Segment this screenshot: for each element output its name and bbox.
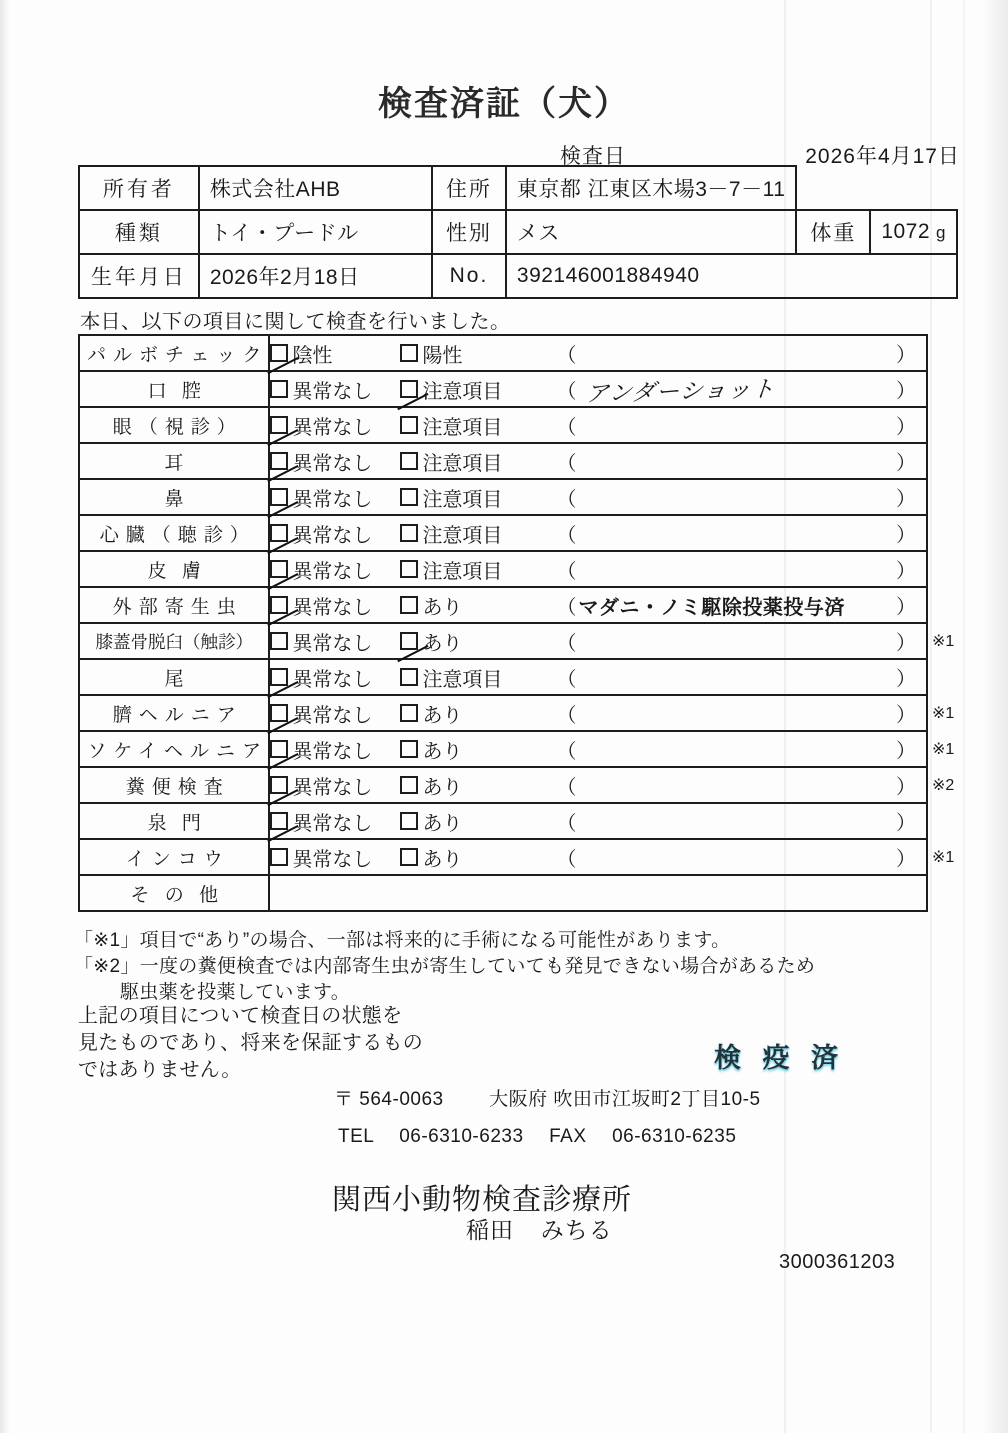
footnote-1: 「※1」項目で“あり”の場合、一部は将来的に手術になる可能性があります。: [74, 930, 731, 951]
checkbox-icon[interactable]: [400, 488, 418, 506]
checkbox-option-2-label: 陽性: [422, 344, 463, 367]
checkbox-icon[interactable]: [270, 596, 288, 614]
item-options: [269, 443, 927, 479]
checkbox-icon[interactable]: [400, 740, 418, 758]
tel-value: 06-6310-6233: [399, 1126, 524, 1147]
checkbox-option-2[interactable]: [400, 447, 550, 476]
veterinarian-name: [466, 1212, 613, 1245]
checkbox-option-2-label: 注意項目: [422, 488, 503, 511]
checkbox-option-2[interactable]: [400, 807, 550, 836]
checkbox-option-1[interactable]: [270, 699, 400, 728]
checkbox-icon[interactable]: [270, 632, 288, 650]
checkbox-option-1-label: 異常なし: [292, 380, 373, 403]
sex-value: メス: [506, 210, 797, 254]
checkbox-option-2-label: 注意項目: [422, 452, 503, 475]
footnote-mark: ※2: [932, 777, 955, 794]
checkbox-option-2[interactable]: [400, 771, 550, 800]
checkbox-icon[interactable]: [270, 740, 288, 758]
checkbox-icon[interactable]: [400, 848, 418, 866]
table-row: [79, 371, 927, 407]
checkbox-icon[interactable]: [400, 416, 418, 434]
serial-number: 3000361203: [779, 1251, 896, 1273]
item-label: 臍ヘルニア: [79, 695, 269, 731]
note-paren-open: （: [556, 776, 577, 799]
checkbox-option-2[interactable]: [400, 843, 550, 872]
tel-label: TEL: [338, 1126, 374, 1147]
footnote-2: 「※2」一度の糞便検査では内部寄生虫が寄生していても発見できない場合があるため: [74, 956, 816, 977]
number-value: 392146001884940: [506, 254, 957, 298]
table-row: [79, 803, 927, 839]
checkbox-icon[interactable]: [270, 524, 288, 542]
checkbox-option-2[interactable]: [400, 663, 550, 692]
note-paren-close: ）: [896, 596, 916, 619]
checkbox-icon[interactable]: [270, 344, 288, 362]
note-paren-open: （: [556, 488, 577, 511]
note-paren-open: （: [556, 848, 577, 871]
item-label: 眼（視診）: [79, 407, 269, 443]
checkbox-option-1[interactable]: [270, 519, 400, 548]
checkbox-option-1[interactable]: [270, 375, 400, 404]
checkbox-option-1-label: 異常なし: [292, 488, 373, 511]
checkbox-icon[interactable]: [400, 524, 418, 542]
page-title: 検査済証（犬）: [378, 85, 630, 123]
item-label: ソケイヘルニア: [79, 731, 269, 767]
note-paren-close: ）: [896, 668, 916, 691]
vet-surname: 稲田: [466, 1217, 514, 1243]
clinic-contact: [338, 1126, 736, 1148]
checkbox-option-1-label: 異常なし: [292, 740, 373, 763]
footnote-mark: ※1: [932, 741, 955, 758]
checkbox-icon[interactable]: [400, 776, 418, 794]
checkbox-option-1[interactable]: [270, 447, 400, 476]
footnote-2-cont: 駆虫薬を投薬しています。: [120, 982, 351, 1003]
checkbox-option-1[interactable]: [270, 627, 400, 656]
checkbox-option-2-label: 注意項目: [422, 524, 503, 547]
item-options: [269, 767, 927, 803]
note-paren-open: （: [556, 452, 577, 475]
note-paren-open: （: [556, 344, 577, 367]
item-label: そ の 他: [79, 875, 269, 911]
weight-value: 1072: [881, 220, 931, 243]
checkbox-option-1[interactable]: [270, 555, 400, 584]
table-row: [79, 210, 957, 254]
checkbox-option-2-label: 注意項目: [422, 560, 503, 583]
scan-edge-right: [982, 0, 1008, 1433]
checkbox-option-1[interactable]: [270, 483, 400, 512]
item-options: [269, 371, 927, 407]
table-row: [79, 623, 927, 659]
clinic-address: [334, 1084, 761, 1111]
note-paren-close: ）: [896, 740, 916, 763]
note-paren-close: ）: [896, 812, 916, 835]
note-paren-close: ）: [896, 524, 916, 547]
checkbox-option-2-label: あり: [422, 632, 463, 655]
checkbox-icon[interactable]: [400, 452, 418, 470]
checkbox-icon[interactable]: [270, 776, 288, 794]
checkbox-option-2-label: 注意項目: [422, 380, 503, 403]
checkbox-icon[interactable]: [400, 668, 418, 686]
checkbox-icon[interactable]: [270, 452, 288, 470]
table-row: [79, 551, 927, 587]
checkbox-option-1[interactable]: [270, 843, 400, 872]
checkbox-option-1[interactable]: [270, 591, 400, 620]
footnote-mark: ※1: [932, 849, 955, 866]
note-paren-close: ）: [896, 380, 916, 403]
item-label: 耳: [79, 443, 269, 479]
disclaimer: [78, 1003, 423, 1084]
address-value: 東京都 江東区木場3－7－11: [506, 166, 797, 210]
table-row: [79, 515, 927, 551]
checkbox-option-1-label: 異常なし: [292, 596, 373, 619]
address-label: 住所: [432, 166, 506, 210]
table-row: [79, 695, 927, 731]
checkbox-option-2[interactable]: [400, 483, 550, 512]
item-options: [269, 731, 927, 767]
item-options: [269, 839, 927, 875]
checkbox-icon[interactable]: [400, 704, 418, 722]
item-options: [269, 659, 927, 695]
checkbox-option-1-label: 異常なし: [292, 776, 373, 799]
table-row: [79, 767, 927, 803]
note-paren-open: （: [556, 596, 577, 619]
checkbox-option-1-label: 陰性: [292, 344, 333, 367]
table-row: [79, 839, 927, 875]
note-paren-close: ）: [896, 632, 916, 655]
table-row: [79, 335, 927, 371]
inspection-date-label: 検査日: [560, 145, 626, 168]
item-label: 鼻: [79, 479, 269, 515]
item-label: 外部寄生虫: [79, 587, 269, 623]
item-options: [269, 407, 927, 443]
item-label: 糞便検査: [79, 767, 269, 803]
checkbox-option-2[interactable]: [400, 411, 550, 440]
note-paren-open: （: [556, 380, 577, 403]
owner-label: 所有者: [79, 166, 199, 210]
checkbox-option-2[interactable]: [400, 591, 550, 620]
note-paren-close: ）: [896, 488, 916, 511]
item-options: [269, 695, 927, 731]
checkbox-option-2-label: あり: [422, 596, 463, 619]
item-label: 皮 膚: [79, 551, 269, 587]
checkbox-option-1[interactable]: [270, 771, 400, 800]
table-row: [79, 731, 927, 767]
quarantine-stamp: 検 疫 済: [714, 1043, 846, 1073]
checkbox-option-1-label: 異常なし: [292, 812, 373, 835]
checkbox-option-1-label: 異常なし: [292, 416, 373, 439]
note-paren-open: （: [556, 812, 577, 835]
checkbox-option-1[interactable]: [270, 411, 400, 440]
checkbox-option-1-label: 異常なし: [292, 452, 373, 475]
checkbox-icon[interactable]: [400, 344, 418, 362]
table-row: [79, 407, 927, 443]
checkbox-icon[interactable]: [400, 596, 418, 614]
birthdate-value: 2026年2月18日: [199, 254, 432, 298]
inspection-items-table: [78, 334, 928, 912]
scan-streak: [963, 0, 965, 1433]
checkbox-option-2[interactable]: [400, 519, 550, 548]
number-label: No.: [432, 254, 506, 298]
note-paren-close: ）: [896, 416, 916, 439]
vet-given-name: みちる: [540, 1217, 613, 1243]
checkbox-icon[interactable]: [270, 488, 288, 506]
note-paren-open: （: [556, 416, 577, 439]
table-row: [79, 875, 927, 911]
checkbox-option-2[interactable]: [400, 375, 550, 404]
checkbox-icon[interactable]: [270, 848, 288, 866]
item-label: 膝蓋骨脱臼（触診）: [79, 623, 269, 659]
checkbox-option-2-label: あり: [422, 740, 463, 763]
table-row: [79, 254, 957, 298]
animal-info-table: [78, 165, 958, 299]
disclaimer-line-3: ではありません。: [78, 1059, 242, 1081]
checkbox-icon[interactable]: [400, 812, 418, 830]
item-label: 尾: [79, 659, 269, 695]
item-options: [269, 551, 927, 587]
checkbox-icon[interactable]: [270, 668, 288, 686]
breed-label: 種類: [79, 210, 199, 254]
footnotes: [74, 928, 815, 1006]
note-paren-close: ）: [896, 344, 916, 367]
table-row: [79, 587, 927, 623]
item-options: [269, 335, 927, 371]
item-label: 泉 門: [79, 803, 269, 839]
note-paren-open: （: [556, 560, 577, 583]
checkbox-icon[interactable]: [270, 560, 288, 578]
checkbox-icon[interactable]: [400, 632, 418, 650]
note-paren-close: ）: [896, 776, 916, 799]
checkbox-option-2-label: 注意項目: [422, 668, 503, 691]
item-label: 口 腔: [79, 371, 269, 407]
item-options: [269, 803, 927, 839]
note-paren-open: （: [556, 524, 577, 547]
weight-cell: [870, 210, 957, 254]
checkbox-icon[interactable]: [270, 416, 288, 434]
note-paren-close: ）: [896, 704, 916, 727]
handwritten-note: アンダーショット: [584, 376, 777, 407]
checkbox-icon[interactable]: [400, 560, 418, 578]
item-label: 心臓（聴診）: [79, 515, 269, 551]
postal-mark-icon: 〒: [334, 1089, 354, 1110]
checkbox-icon[interactable]: [270, 380, 288, 398]
checkbox-option-2-label: あり: [422, 704, 463, 727]
fax-value: 06-6310-6235: [612, 1126, 737, 1147]
clinic-address-value: 大阪府 吹田市江坂町2丁目10-5: [489, 1089, 761, 1110]
checkbox-option-2-label: あり: [422, 776, 463, 799]
footnote-mark: ※1: [932, 705, 955, 722]
checkbox-option-1-label: 異常なし: [292, 668, 373, 691]
breed-value: トイ・プードル: [199, 210, 432, 254]
footnote-mark: ※1: [932, 633, 955, 650]
disclaimer-line-2: 見たものであり、将来を保証するもの: [78, 1032, 424, 1054]
checkbox-option-1[interactable]: [270, 735, 400, 764]
checkbox-option-1-label: 異常なし: [292, 524, 373, 547]
note-paren-open: （: [556, 632, 577, 655]
checkbox-option-1-label: 異常なし: [292, 848, 373, 871]
checkbox-option-2-label: あり: [422, 848, 463, 871]
checkbox-option-2[interactable]: [400, 555, 550, 584]
checkbox-option-2[interactable]: [400, 627, 550, 656]
table-row: [79, 479, 927, 515]
inspection-date-value: 2026年4月17日: [805, 145, 960, 168]
checkbox-option-1[interactable]: [270, 807, 400, 836]
checkbox-option-2-label: あり: [422, 812, 463, 835]
weight-label: 体重: [796, 210, 870, 254]
disclaimer-line-1: 上記の項目について検査日の状態を: [78, 1005, 403, 1027]
checkbox-option-1-label: 異常なし: [292, 632, 373, 655]
item-options: [269, 875, 927, 911]
checkbox-option-1[interactable]: [270, 663, 400, 692]
item-label: パルボチェック: [79, 335, 269, 371]
note-paren-close: ）: [896, 560, 916, 583]
intro-text: 本日、以下の項目に関して検査を行いました。: [80, 311, 511, 333]
checkbox-icon[interactable]: [400, 380, 418, 398]
table-row: [79, 443, 927, 479]
fax-label: FAX: [549, 1126, 587, 1147]
checkbox-option-2[interactable]: [400, 699, 550, 728]
checkbox-icon[interactable]: [270, 704, 288, 722]
weight-unit: g: [936, 223, 946, 242]
note-paren-open: （: [556, 704, 577, 727]
birthdate-label: 生年月日: [79, 254, 199, 298]
checkbox-option-1-label: 異常なし: [292, 704, 373, 727]
typed-note: マダニ・ノミ駆除投薬投与済: [578, 596, 845, 619]
owner-value: 株式会社AHB: [199, 166, 432, 210]
checkbox-option-1-label: 異常なし: [292, 560, 373, 583]
note-paren-close: ）: [896, 848, 916, 871]
sex-label: 性別: [432, 210, 506, 254]
table-row: [79, 166, 957, 210]
item-options: [269, 479, 927, 515]
checkbox-option-2[interactable]: [400, 735, 550, 764]
checkbox-option-1[interactable]: [270, 339, 400, 368]
item-options: [269, 587, 927, 623]
checkbox-icon[interactable]: [270, 812, 288, 830]
scan-edge-left: [0, 0, 10, 1433]
note-paren-open: （: [556, 740, 577, 763]
item-options: [269, 623, 927, 659]
note-paren-close: ）: [896, 452, 916, 475]
checkbox-option-2-label: 注意項目: [422, 416, 503, 439]
item-options: [269, 515, 927, 551]
note-paren-open: （: [556, 668, 577, 691]
checkbox-option-2[interactable]: [400, 339, 550, 368]
table-row: [79, 659, 927, 695]
postal-code: 564-0063: [359, 1089, 444, 1110]
clinic-name: 関西小動物検査診療所: [332, 1184, 633, 1216]
item-label: インコウ: [79, 839, 269, 875]
